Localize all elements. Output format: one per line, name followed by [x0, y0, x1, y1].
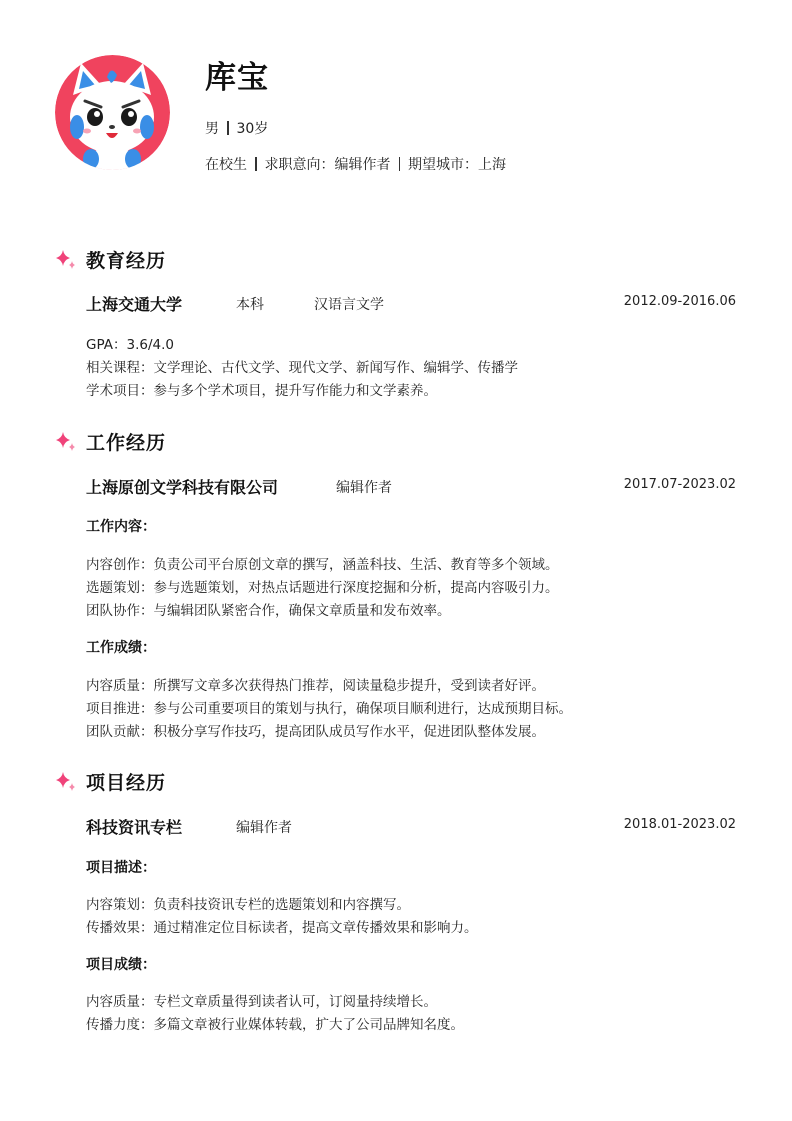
work-content-line: 内容创作：负责公司平台原创文章的撰写，涵盖科技、生活、教育等多个领域。 — [86, 557, 559, 573]
section-title: 工作经历 — [86, 432, 167, 454]
expected-city: 期望城市：上海 — [408, 157, 506, 173]
job-intention: 求职意向：编辑作者 — [264, 157, 391, 173]
work-content-line: 选题策划：参与选题策划，对热点话题进行深度挖掘和分析，提高内容吸引力。 — [86, 580, 559, 596]
project-desc-heading: 项目描述： — [86, 860, 156, 876]
project-date: 2018.01-2023.02 — [623, 817, 736, 832]
age: 30岁 — [236, 121, 269, 137]
candidate-name: 库宝 — [205, 60, 269, 96]
project-desc-line: 内容策划：负责科技资讯专栏的选题策划和内容撰写。 — [86, 897, 410, 913]
section-title: 项目经历 — [86, 772, 167, 794]
project-section-header — [54, 768, 166, 795]
work-date: 2017.07-2023.02 — [623, 477, 736, 492]
avatar — [55, 55, 170, 170]
project-achievement-line: 传播力度：多篇文章被行业媒体转载，扩大了公司品牌知名度。 — [86, 1017, 464, 1033]
education-section-header — [54, 246, 166, 273]
work-achievement-heading: 工作成绩： — [86, 640, 156, 656]
sparkle-icon — [54, 248, 78, 272]
section-title: 教育经历 — [86, 250, 167, 272]
project-name: 科技资讯专栏 — [86, 818, 183, 837]
project-achievement-heading: 项目成绩： — [86, 957, 156, 973]
work-entry — [86, 475, 736, 499]
basic-info-row — [205, 118, 268, 138]
education-line: GPA：3.6/4.0 — [86, 337, 174, 353]
work-achievement-line: 项目推进：参与公司重要项目的策划与执行，确保项目顺利进行，达成预期目标。 — [86, 701, 572, 717]
intention-info-row — [205, 154, 506, 174]
work-achievement-line: 团队贡献：积极分享写作技巧，提高团队成员写作水平，促进团队整体发展。 — [86, 724, 545, 740]
company-name: 上海原创文学科技有限公司 — [86, 478, 279, 497]
status: 在校生 — [205, 157, 247, 173]
divider — [255, 157, 257, 171]
sparkle-icon — [54, 430, 78, 454]
project-role: 编辑作者 — [236, 820, 292, 836]
education-date: 2012.09-2016.06 — [623, 294, 736, 309]
job-role: 编辑作者 — [336, 480, 392, 496]
gender: 男 — [205, 121, 219, 137]
sparkle-icon — [54, 770, 78, 794]
project-desc-line: 传播效果：通过精准定位目标读者，提高文章传播效果和影响力。 — [86, 920, 478, 936]
degree: 本科 — [236, 297, 264, 313]
divider — [227, 121, 229, 135]
work-content-line: 团队协作：与编辑团队紧密合作，确保文章质量和发布效率。 — [86, 603, 451, 619]
divider — [399, 157, 401, 171]
education-line: 相关课程：文学理论、古代文学、现代文学、新闻写作、编辑学、传播学 — [86, 360, 518, 376]
education-entry — [86, 292, 736, 316]
project-entry — [86, 815, 736, 839]
cat-mascot-icon — [55, 55, 170, 170]
major: 汉语言文学 — [314, 297, 384, 313]
work-content-heading: 工作内容： — [86, 519, 156, 535]
school-name: 上海交通大学 — [86, 295, 183, 314]
work-achievement-line: 内容质量：所撰写文章多次获得热门推荐，阅读量稳步提升，受到读者好评。 — [86, 678, 545, 694]
education-line: 学术项目：参与多个学术项目，提升写作能力和文学素养。 — [86, 383, 437, 399]
work-section-header — [54, 428, 166, 455]
project-achievement-line: 内容质量：专栏文章质量得到读者认可，订阅量持续增长。 — [86, 994, 437, 1010]
